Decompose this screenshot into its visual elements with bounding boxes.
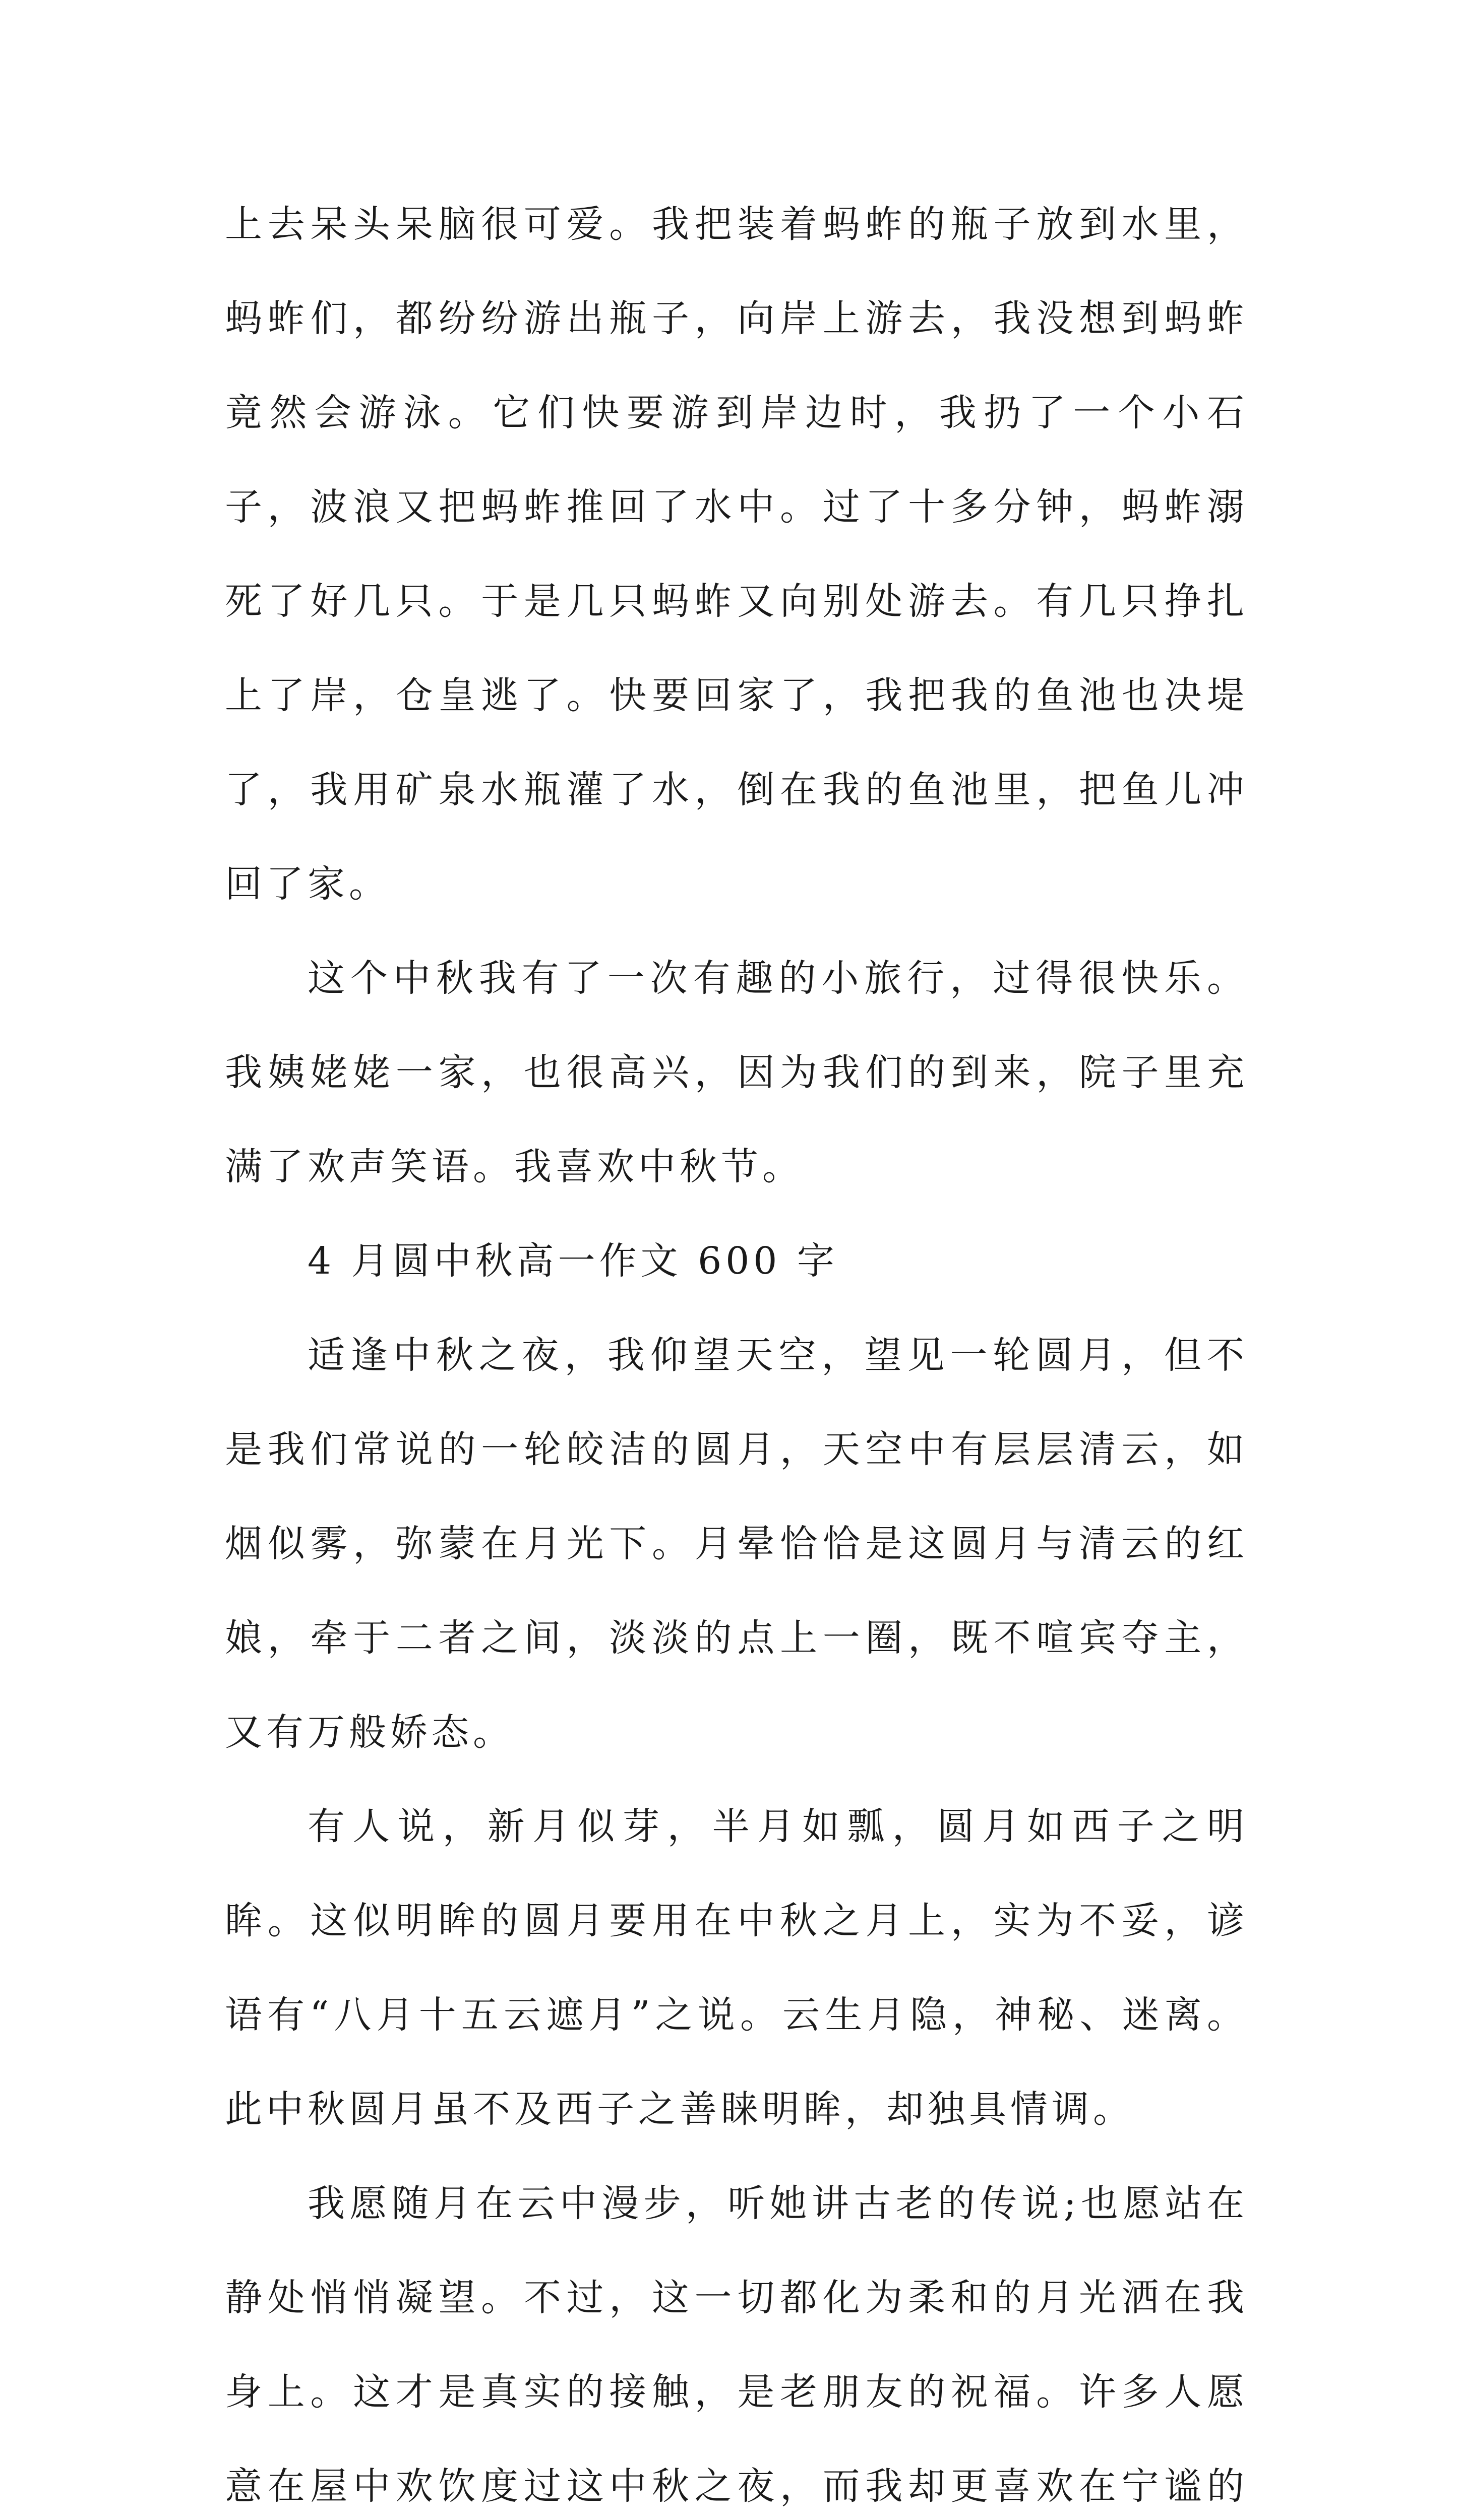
paragraph-1: 上去呆头呆脑很可爱。我把装着蚂蚱的瓶子放到水里，蚂蚱们，都纷纷游出瓶子，向岸上游去，我没想到蚂蚱竟然会游泳。它们快要游到岸边时，我扔了一个小石子，波浪又把蚂蚱推回了水中。过了十多分钟，蚂蚱溺死了好几只。于是几只蚂蚱又向别处游去。有几只挣扎上了岸，仓皇逃了。快要回家了，我把我的鱼池也决堤了，我用矿泉水瓶灌了水，倒在我的鱼池里，把鱼儿冲回了家。 [225,203,1248,906]
paragraph-5: 我愿随月在云中漫步，听她讲古老的传说;也愿站在静处悄悄凝望。不过，这一切都化为柔和的月光洒在我身上。这才是真实的接触，是老朋友的祝福。许多人愿意在屋中欢饮度过这中秋之夜，而我却更喜欢在宁谧的 [225,2182,1248,2508]
document-body [225,177,1248,2520]
section-heading: 4 月圆中秋高一作文 600 字 [308,1239,838,1283]
paragraph-4: 有人说，新月似芽，半月如瓢，圆月如西子之明眸。这似明眸的圆月要用在中秋之月上，实为不妥，谚语有“八月十五云遮月”之说。云生月隐，神秘、迷离。此中秋圆月虽不及西子之善睐明眸，却独具情调。 [225,1805,1248,2131]
paragraph-3: 适逢中秋之夜，我仰望天空，望见一轮圆月，但不是我们常说的一轮皎洁的圆月，天空中有层层清云，如烟似雾，弥蒙在月光下。月晕恰恰是这圆月与清云的红娘，牵于二者之间，淡淡的点上一圈，既不喧宾夺主，又有万般娇态。 [225,1334,1248,1754]
paragraph-2: 这个中秋我有了一次有趣的小旅行，过得很快乐。我姨姥姥一家，也很高兴，因为我们的到来，院子里充满了欢声笑语。我喜欢中秋节。 [225,957,1248,1188]
